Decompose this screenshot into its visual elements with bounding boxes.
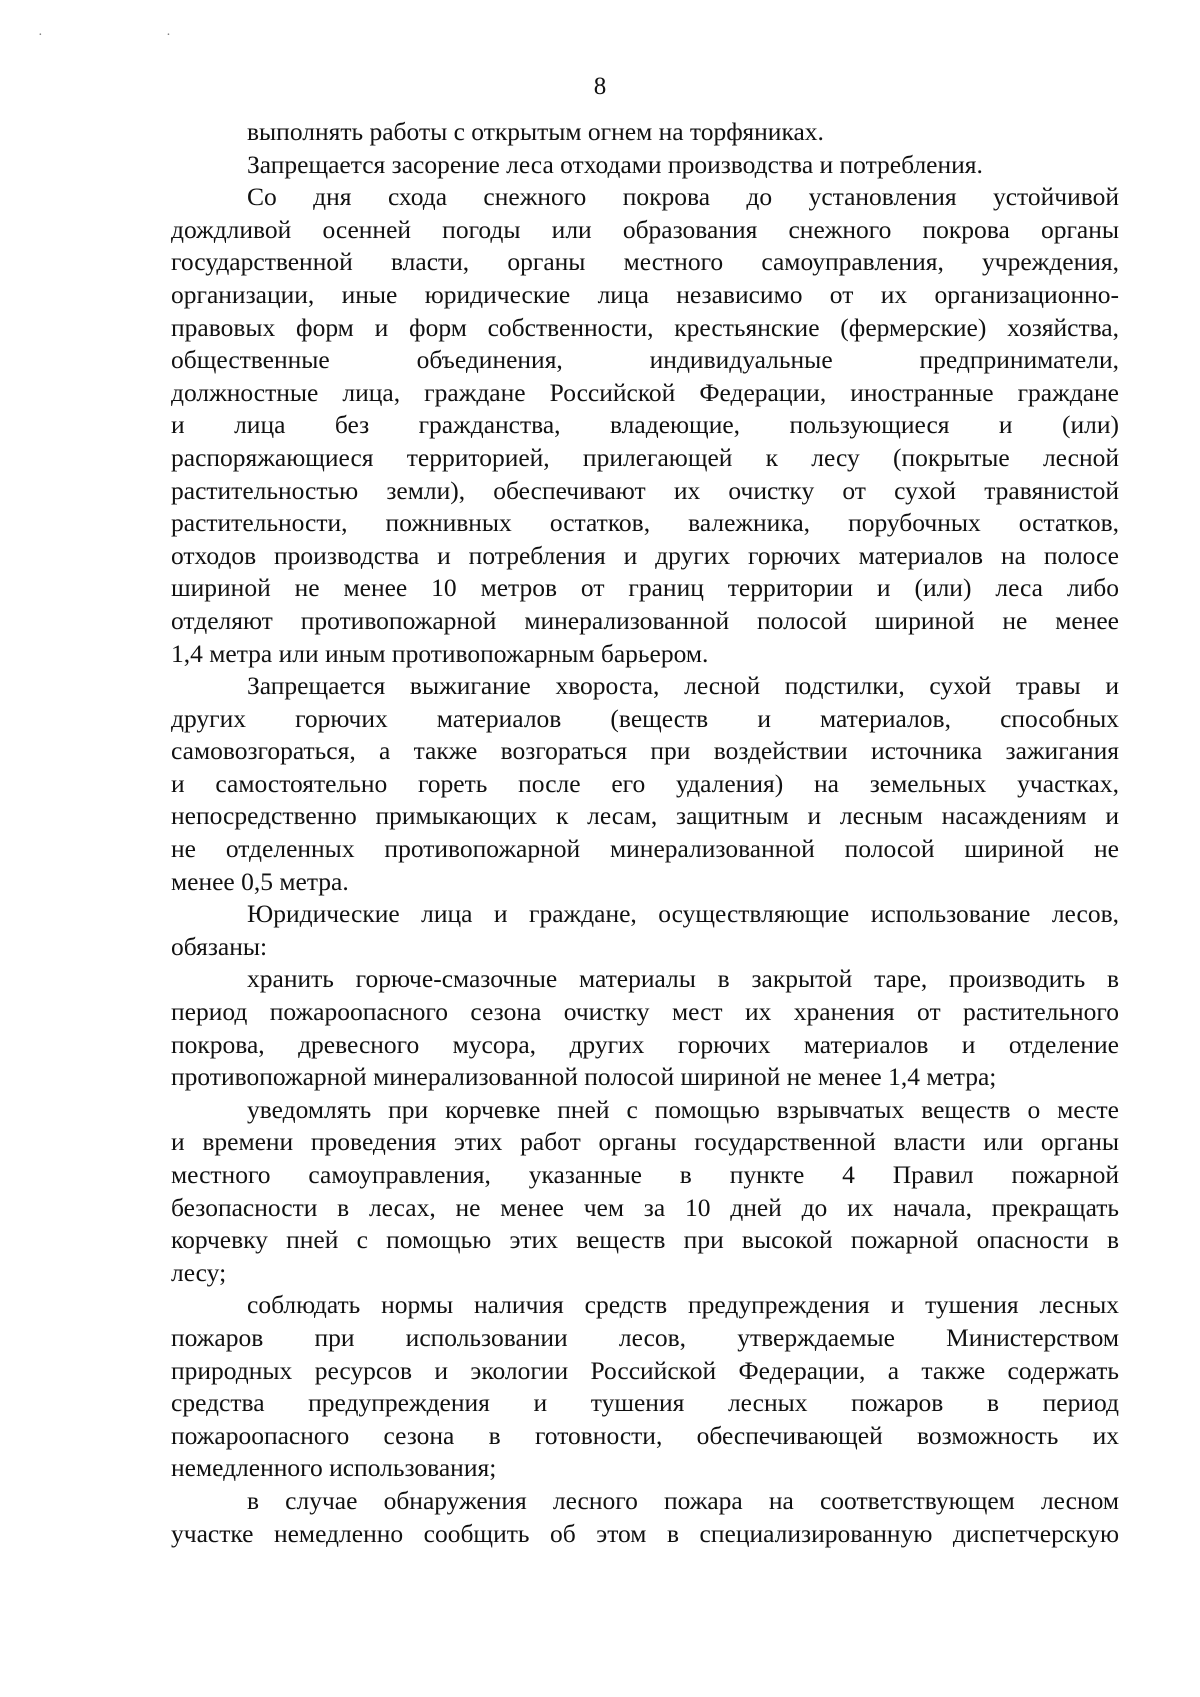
text-line: период пожароопасного сезона очистку мест их хранения от растительного [171,997,1119,1027]
text-line: соблюдать нормы наличия средств предупреждения и тушения лесных [247,1290,1119,1320]
text-line: 1,4 метра или иным противопожарным барьером. [171,638,709,668]
text-line: противопожарной минерализованной полосой шириной не менее 1,4 метра; [171,1062,997,1092]
text-line: природных ресурсов и экологии Российской Федерации, а также содержать [171,1355,1119,1385]
text-line: Запрещается выжигание хвороста, лесной подстилки, сухой травы и [247,671,1119,701]
text-line: Со дня схода снежного покрова до установления устойчивой [247,182,1119,212]
text-line: дождливой осенней погоды или образования снежного покрова органы [171,214,1119,244]
text-line: средства предупреждения и тушения лесных пожаров в период [171,1388,1119,1418]
text-line: не отделенных противопожарной минерализованной полосой шириной не [171,834,1119,864]
text-line: пожароопасного сезона в готовности, обеспечивающей возможность их [171,1420,1119,1450]
text-line: пожаров при использовании лесов, утверждаемые Министерством [171,1322,1119,1352]
text-line: менее 0,5 метра. [171,866,349,896]
text-line: участке немедленно сообщить об этом в специализированную диспетчерскую [171,1518,1119,1548]
text-line: местного самоуправления, указанные в пункте 4 Правил пожарной [171,1160,1119,1189]
text-line: и времени проведения этих работ органы государственной власти или органы [171,1127,1119,1157]
text-line: распоряжающиеся территорией, прилегающей к лесу (покрытые лесной [171,442,1119,472]
text-line: безопасности в лесах, не менее чем за 10 дней до их начала, прекращать [171,1192,1119,1222]
document-body [171,116,1119,1550]
text-line: правовых форм и форм собственности, крестьянские (фермерские) хозяйства, [171,312,1119,342]
scan-artifact-dots: · · [38,28,231,43]
text-line: организации, иные юридические лица независимо от их организационно- [171,279,1119,309]
text-line: корчевку пней с помощью этих веществ при высокой пожарной опасности в [171,1225,1119,1255]
text-line: Запрещается засорение леса отходами производства и потребления. [247,149,983,179]
page-number: 8 [593,73,607,100]
text-line: лесу; [171,1257,227,1287]
text-line: шириной не менее 10 метров от границ территории и (или) леса либо [171,573,1119,603]
text-line: обязаны: [171,931,268,961]
text-line: должностные лица, граждане Российской Федерации, иностранные граждане [171,377,1119,407]
text-line: общественные объединения, индивидуальные предприниматели, [171,345,1119,375]
text-line: и лица без гражданства, владеющие, пользующиеся и (или) [171,410,1119,440]
text-line: отделяют противопожарной минерализованной полосой шириной не менее [171,605,1119,635]
text-line: покрова, древесного мусора, других горючих материалов и отделение [171,1029,1119,1059]
text-line: Юридические лица и граждане, осуществляющие использование лесов, [247,899,1119,929]
text-line: растительностью земли), обеспечивают их очистку от сухой травянистой [171,475,1119,505]
text-line: отходов производства и потребления и других горючих материалов на полосе [171,540,1119,570]
text-line: в случае обнаружения лесного пожара на соответствующем лесном [247,1485,1119,1515]
text-line: и самостоятельно гореть после его удаления) на земельных участках, [171,768,1119,798]
text-line: непосредственно примыкающих к лесам, защитным и лесным насаждениям и [171,801,1119,831]
text-line: уведомлять при корчевке пней с помощью взрывчатых веществ о месте [247,1094,1119,1124]
text-line: государственной власти, органы местного самоуправления, учреждения, [171,247,1119,277]
text-line: хранить горюче-смазочные материалы в закрытой таре, производить в [247,964,1119,994]
text-line: выполнять работы с открытым огнем на торфяниках. [247,117,824,146]
text-line: самовозгораться, а также возгораться при воздействии источника зажигания [171,736,1119,766]
text-line: растительности, пожнивных остатков, валежника, порубочных остатков, [171,508,1119,538]
text-line: других горючих материалов (веществ и материалов, способных [171,703,1119,733]
text-line: немедленного использования; [171,1453,497,1483]
